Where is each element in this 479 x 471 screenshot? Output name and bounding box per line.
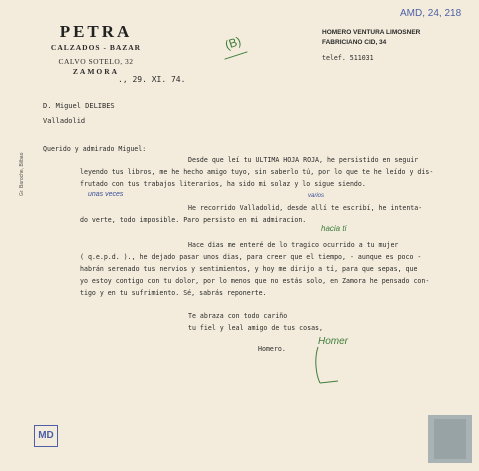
body-line: leyendo tus libros, me he hecho amigo tuyo, sin saberlo tú, por lo que te he leído y dis-: [80, 168, 434, 176]
body-line: Desde que leí tu ULTIMA HOJA ROJA, he persistido en seguir: [188, 156, 419, 164]
body-line: ( q.e.p.d. )., he dejado pasar unos dias, para creer que el tiempo, - aunque es poco -: [80, 253, 422, 261]
body-line: Hace dias me enteré de lo tragico ocurrido a tu mujer: [188, 241, 399, 249]
handwritten-note-varios: varios: [308, 193, 325, 199]
signature-flourish: [312, 345, 342, 385]
archive-logo: MD: [34, 425, 58, 447]
body-line: yo estoy contigo con tu dolor, por lo menos que no estás solo, en Zamora he pensado con-: [80, 277, 430, 285]
archive-stamp-inner: [434, 419, 466, 459]
printer-imprint: Gr. Baroche, Bilbao: [19, 152, 25, 196]
recipient-name: D. Miguel DELIBES: [43, 102, 115, 110]
sender-header: [322, 28, 420, 48]
body-line: do verte, todo imposible. Paro persisto en mi admiracion.: [80, 216, 307, 224]
salutation: Querido y admirado Miguel:: [43, 145, 147, 153]
body-line: frutado con tus trabajos literarios, ha sido mi solaz y lo sigue siendo.: [80, 180, 366, 188]
recipient-city: Valladolid: [43, 117, 86, 125]
closing-line: tu fiel y leal amigo de tus cosas,: [188, 324, 323, 332]
closing-line: Te abraza con todo cariño: [188, 312, 288, 320]
business-address: CALVO SOTELO, 32: [58, 57, 134, 66]
sender-phone: telef. 511031: [322, 54, 374, 62]
body-line: habrán serenado tus nervios y sentimientos, y hoy me dirijo a tí, para que sepas, que: [80, 265, 418, 273]
letterhead-business: [36, 22, 156, 76]
business-city: ZAMORA: [72, 67, 120, 76]
handwritten-signature: Homer: [318, 336, 349, 347]
sender-address: FABRICIANO CID, 34: [322, 39, 387, 46]
handwritten-note-hacia-ti: hacia ti: [321, 224, 347, 233]
handwritten-note-unas-veces: unas veces: [88, 191, 124, 198]
business-name: PETRA: [59, 22, 133, 41]
archive-reference: AMD, 24, 218: [400, 8, 462, 19]
business-subtitle: CALZADOS - BAZAR: [50, 43, 142, 52]
signature-typed: Homero.: [258, 345, 286, 353]
letter-date: ., 29. XI. 74.: [118, 75, 186, 84]
body-line: tigo y en tu sufrimiento. Sé, sabrás reponerte.: [80, 289, 267, 297]
archive-stamp: [428, 415, 472, 463]
sender-name: HOMERO VENTURA LIMOSNER: [322, 29, 421, 36]
initials-underline: [224, 51, 247, 59]
handwritten-initials: (B): [223, 33, 243, 53]
body-line: He recorrido Valladolid, desde allí te escribí, he intenta-: [188, 204, 423, 212]
